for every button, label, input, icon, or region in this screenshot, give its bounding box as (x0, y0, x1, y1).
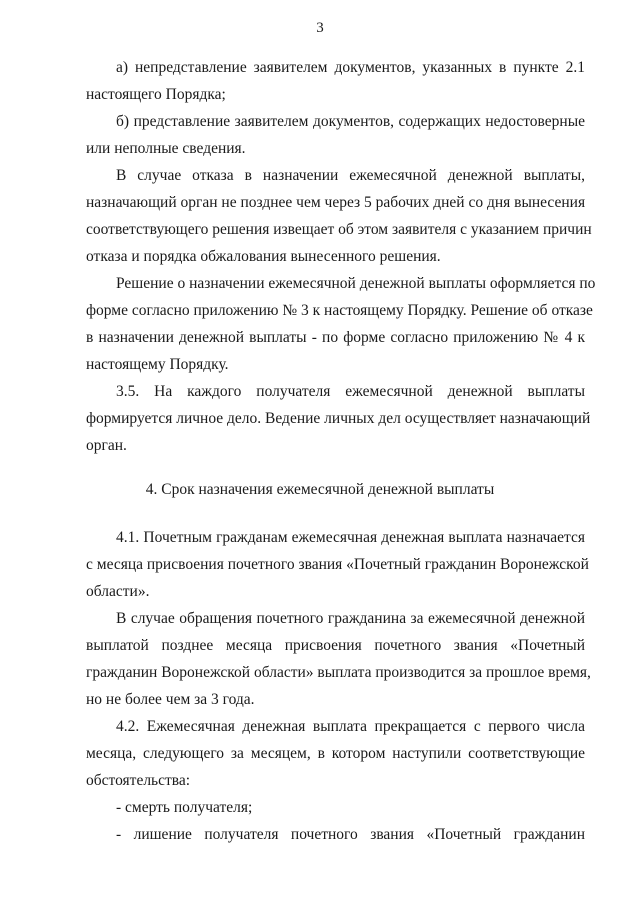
paragraph-line: в назначении денежной выплаты - по форме согласно приложению № 4 к (86, 329, 585, 346)
paragraph-line: настоящему Порядку. (86, 356, 229, 373)
paragraph-line: а) непредставление заявителем документов, указанных в пункте 2.1 (116, 59, 585, 76)
paragraph-line: Решение о назначении ежемесячной денежной выплаты оформляется по (116, 275, 596, 292)
paragraph-line: 4.2. Ежемесячная денежная выплата прекращается с первого числа (116, 718, 585, 735)
paragraph-line: гражданин Воронежской области» выплата производится за прошлое время, (86, 664, 591, 681)
paragraph-line: отказа и порядка обжалования вынесенного решения. (86, 248, 441, 265)
paragraph-line: но не более чем за 3 года. (86, 691, 255, 708)
paragraph-line: с месяца присвоения почетного звания «Почетный гражданин Воронежской (86, 556, 589, 573)
paragraph-line: формируется личное дело. Ведение личных дел осуществляет назначающий (86, 410, 591, 427)
paragraph-line: области». (86, 583, 150, 600)
list-item: - лишение получателя почетного звания «Почетный гражданин (116, 826, 585, 843)
paragraph-line: обстоятельства: (86, 772, 191, 789)
paragraph-line: б) представление заявителем документов, содержащих недостоверные (116, 113, 585, 130)
paragraph-line: назначающий орган не позднее чем через 5 рабочих дней со дня вынесения (86, 194, 586, 211)
paragraph-line: 3.5. На каждого получателя ежемесячной денежной выплаты (116, 383, 585, 400)
paragraph-line: или неполные сведения. (86, 140, 246, 157)
list-item: - смерть получателя; (116, 799, 253, 816)
paragraph-line: выплатой позднее месяца присвоения почетного звания «Почетный (86, 637, 585, 654)
paragraph-line: 4.1. Почетным гражданам ежемесячная денежная выплата назначается (116, 529, 585, 546)
paragraph-line: соответствующего решения извещает об этом заявителя с указанием причин (86, 221, 592, 238)
paragraph-line: В случае отказа в назначении ежемесячной денежной выплаты, (116, 167, 585, 184)
paragraph-line: настоящего Порядка; (86, 86, 226, 103)
paragraph-line: месяца, следующего за месяцем, в котором наступили соответствующие (86, 745, 585, 762)
page-number: 3 (316, 20, 324, 36)
paragraph-line: форме согласно приложению № 3 к настоящему Порядку. Решение об отказе (86, 302, 593, 319)
paragraph-line: В случае обращения почетного гражданина за ежемесячной денежной (116, 610, 585, 627)
paragraph-line: орган. (86, 437, 127, 454)
section-heading: 4. Срок назначения ежемесячной денежной выплаты (145, 481, 495, 498)
